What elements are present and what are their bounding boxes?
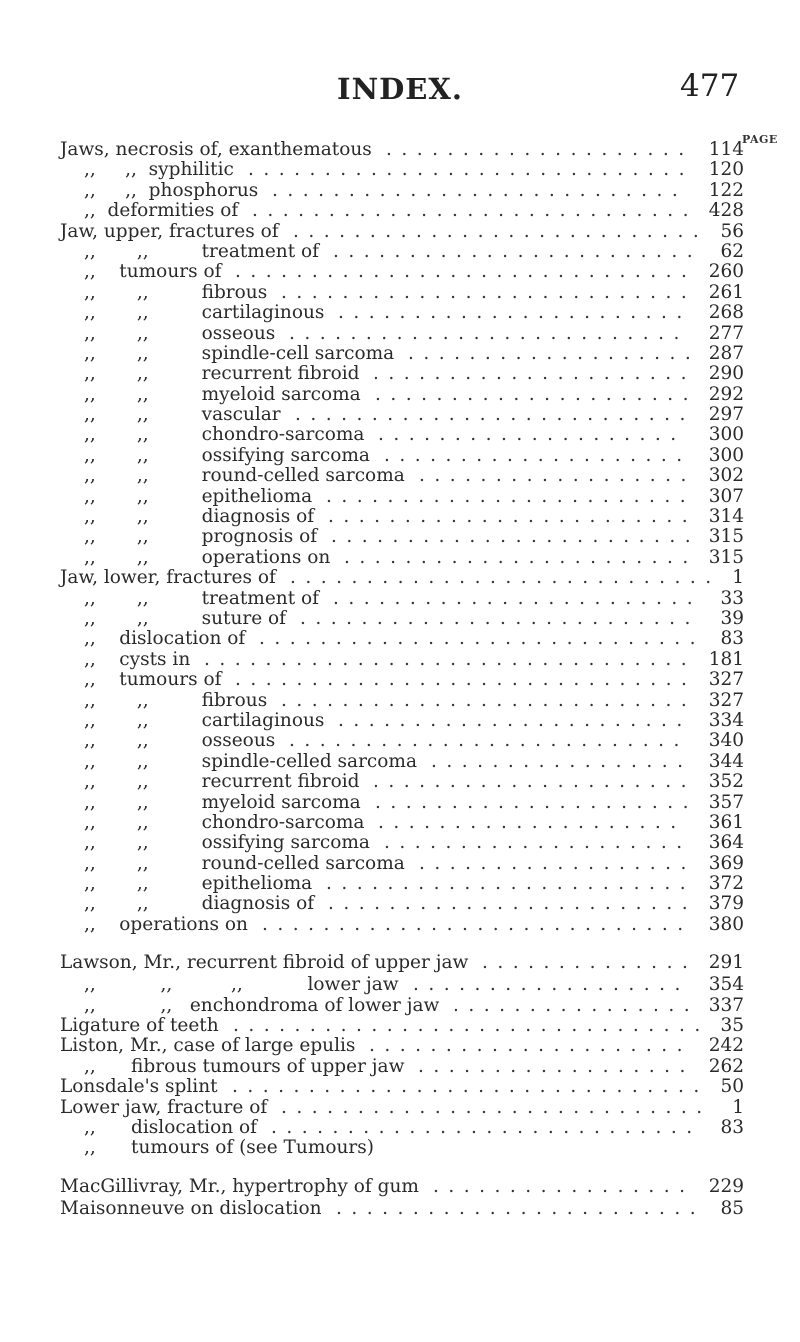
- index-entry: [0, 1118, 800, 1138]
- index-entry: [0, 894, 800, 914]
- entry-page-number: 334: [708, 709, 744, 731]
- entry-page-number: 83: [720, 628, 744, 650]
- index-entry: [0, 466, 800, 486]
- entry-page-number: 181: [708, 648, 744, 670]
- entry-page-number: 302: [708, 465, 744, 487]
- entry-text: ,, ,, osseous: [84, 322, 276, 344]
- dot-leader: ..........................: [289, 730, 689, 752]
- entry-page-number: 300: [708, 424, 744, 446]
- dot-leader: ..........................: [295, 404, 695, 426]
- entry-page-number: 268: [708, 302, 744, 324]
- index-entry: [0, 793, 800, 813]
- entry-text: Lonsdale's splint: [60, 1076, 218, 1098]
- entry-text: MacGillivray, Mr., hypertrophy of gum: [60, 1175, 419, 1197]
- index-entry: [0, 405, 800, 425]
- entry-text: Lawson, Mr., recurrent fibroid of upper jaw: [60, 952, 469, 974]
- index-entry: [0, 222, 800, 242]
- entry-page-number: 35: [720, 1015, 744, 1037]
- dot-leader: .....................: [373, 771, 696, 793]
- index-entry: [0, 425, 800, 445]
- dot-leader: ....................: [384, 444, 692, 466]
- index-entry: [0, 670, 800, 690]
- entry-text: ,, ,, diagnosis of: [84, 893, 315, 915]
- index-entry: [0, 731, 800, 751]
- dot-leader: ..............................: [235, 261, 697, 283]
- index-entry: [0, 568, 800, 588]
- index-entry: [0, 854, 800, 874]
- dot-leader: .......................: [338, 709, 692, 731]
- entry-text: Ligature of teeth: [60, 1015, 219, 1037]
- entry-text: ,, ,, round-celled sarcoma: [84, 465, 405, 487]
- entry-text: ,, ,, treatment of: [84, 240, 320, 262]
- entry-text: ,, ,, fibrous: [84, 281, 268, 303]
- index-entry: [0, 935, 800, 975]
- dot-leader: ................: [453, 994, 700, 1016]
- index-entry: [0, 1077, 800, 1097]
- index-entry: [0, 548, 800, 568]
- index-entry: [0, 772, 800, 792]
- dot-leader: .....................: [373, 363, 696, 385]
- dot-leader: ..............................: [235, 669, 697, 691]
- dot-leader: ..................: [418, 1055, 695, 1077]
- entry-page-number: 50: [720, 1076, 744, 1098]
- entry-page-number: 85: [720, 1197, 744, 1219]
- dot-leader: ...........................: [293, 220, 709, 242]
- entry-page-number: 372: [708, 873, 744, 895]
- dot-leader: ................................: [204, 648, 697, 670]
- entry-page-number: 242: [708, 1035, 744, 1057]
- entry-text: ,, ,, diagnosis of: [84, 506, 315, 528]
- entry-page-number: 364: [708, 832, 744, 854]
- dot-leader: ........................: [333, 587, 703, 609]
- dot-leader: ........................: [326, 485, 696, 507]
- index-entry: [0, 1098, 800, 1118]
- index-entry: [0, 385, 800, 405]
- index-entry: [0, 629, 800, 649]
- dot-leader: ........................: [333, 240, 703, 262]
- entry-text: ,, cysts in: [84, 648, 191, 670]
- entry-page-number: 56: [720, 220, 744, 242]
- entry-text: ,, operations on: [84, 913, 248, 935]
- entry-text: ,, ,, treatment of: [84, 587, 320, 609]
- index-entry: [0, 711, 800, 731]
- entry-text: ,, ,, epithelioma: [84, 485, 313, 507]
- entry-page-number: 292: [708, 383, 744, 405]
- index-entry: [0, 691, 800, 711]
- index-entry: [0, 527, 800, 547]
- entry-text: ,, ,, syphilitic: [84, 159, 234, 181]
- dot-leader: ..................: [413, 974, 690, 996]
- entry-text: ,, ,, ,, lower jaw: [84, 974, 399, 996]
- dot-leader: ..........................: [289, 322, 689, 344]
- dot-leader: ...........................: [281, 281, 697, 303]
- entry-text: ,, ,, fibrous: [84, 689, 268, 711]
- index-entry: [0, 507, 800, 527]
- entry-text: ,, ,, epithelioma: [84, 873, 313, 895]
- entry-page-number: 39: [720, 607, 744, 629]
- page-column-label: PAGE: [742, 133, 778, 146]
- dot-leader: .................: [431, 750, 693, 772]
- index-entry: [0, 996, 800, 1016]
- dot-leader: ........................: [326, 873, 696, 895]
- entry-page-number: 261: [708, 281, 744, 303]
- entry-page-number: 1: [732, 1096, 744, 1118]
- index-entry: [0, 242, 800, 262]
- dot-leader: .............................: [252, 200, 699, 222]
- dot-leader: .......................: [338, 302, 692, 324]
- index-entry: [0, 1138, 800, 1158]
- entry-page-number: 379: [708, 893, 744, 915]
- entry-text: ,, tumours of: [84, 669, 222, 691]
- entry-text: ,, ,, phosphorus: [84, 179, 259, 201]
- index-entry: [0, 303, 800, 323]
- dot-leader: ....................: [378, 424, 686, 446]
- entry-page-number: 314: [708, 506, 744, 528]
- entry-page-number: 352: [708, 771, 744, 793]
- entry-text: Jaws, necrosis of, exanthematous: [60, 139, 372, 160]
- entry-text: ,, ,, vascular: [84, 404, 281, 426]
- entry-text: ,, ,, recurrent fibroid: [84, 771, 360, 793]
- index-entry: [0, 446, 800, 466]
- entry-text: ,, ,, spindle-celled sarcoma: [84, 750, 417, 772]
- dot-leader: ..................: [419, 852, 696, 874]
- entry-page-number: 287: [708, 342, 744, 364]
- dot-leader: ........................: [336, 1197, 706, 1219]
- dot-leader: ..............: [482, 952, 698, 974]
- index-entry: [0, 1057, 800, 1077]
- dot-leader: ....................: [386, 139, 694, 160]
- dot-leader: ...........................: [281, 689, 697, 711]
- index-entry: [0, 609, 800, 629]
- entry-text: Liston, Mr., case of large epulis: [60, 1035, 356, 1057]
- page-title: INDEX.: [337, 72, 463, 106]
- entry-text: ,, ,, cartilaginous: [84, 302, 325, 324]
- entry-page-number: 122: [708, 179, 744, 201]
- index-entry: [0, 364, 800, 384]
- entry-text: ,, ,, round-celled sarcoma: [84, 852, 405, 874]
- entry-page-number: 290: [708, 363, 744, 385]
- entry-page-number: 120: [708, 159, 744, 181]
- index-entry: [0, 201, 800, 221]
- dot-leader: ............................: [262, 913, 693, 935]
- entry-page-number: 277: [708, 322, 744, 344]
- dot-leader: ........................: [331, 526, 701, 548]
- entry-page-number: 315: [708, 526, 744, 548]
- entry-page-number: 1: [732, 567, 744, 589]
- entry-text: ,, ,, prognosis of: [84, 526, 318, 548]
- dot-leader: .....................: [369, 1035, 692, 1057]
- index-entry: [0, 650, 800, 670]
- index-entry: [0, 1016, 800, 1036]
- entry-page-number: 262: [708, 1055, 744, 1077]
- index-entry: [0, 833, 800, 853]
- index-entry: [0, 344, 800, 364]
- entry-text: Maisonneuve on dislocation: [60, 1197, 322, 1219]
- entry-page-number: 380: [708, 913, 744, 935]
- index-entry: [0, 1036, 800, 1056]
- index-entry: [0, 324, 800, 344]
- index-entry: [0, 915, 800, 935]
- dot-leader: ...............................: [233, 1015, 710, 1037]
- entry-page-number: 428: [708, 200, 744, 222]
- entry-page-number: 315: [708, 546, 744, 568]
- index-entry: [0, 874, 800, 894]
- entry-text: ,, ,, spindle-cell sarcoma: [84, 342, 395, 364]
- entry-page-number: 369: [708, 852, 744, 874]
- entry-text: ,, ,, cartilaginous: [84, 709, 325, 731]
- index-entry: [0, 181, 800, 201]
- entry-page-number: 361: [708, 811, 744, 833]
- index-entries: [0, 140, 800, 1219]
- entry-page-number: 297: [708, 404, 744, 426]
- index-entry: [0, 487, 800, 507]
- dot-leader: .......................: [344, 546, 698, 568]
- dot-leader: ....................: [378, 811, 686, 833]
- entry-text: ,, ,, enchondroma of lower jaw: [84, 994, 440, 1016]
- entry-page-number: 260: [708, 261, 744, 283]
- entry-text: Jaw, lower, fractures of: [60, 567, 276, 589]
- entry-text: ,, ,, recurrent fibroid: [84, 363, 360, 385]
- entry-page-number: 114: [708, 139, 744, 160]
- entry-text: ,, ,, myeloid sarcoma: [84, 791, 361, 813]
- entry-text: ,, ,, chondro-sarcoma: [84, 811, 365, 833]
- entry-page-number: 327: [708, 669, 744, 691]
- entry-text: ,, deformities of: [84, 200, 239, 222]
- index-entry: [0, 283, 800, 303]
- dot-leader: ............................: [281, 1096, 712, 1118]
- dot-leader: ..........................: [300, 607, 700, 629]
- entry-page-number: 83: [720, 1116, 744, 1138]
- dot-leader: .....................: [375, 383, 698, 405]
- index-entry: [0, 262, 800, 282]
- dot-leader: ...............................: [232, 1076, 709, 1098]
- entry-page-number: 354: [708, 974, 744, 996]
- dot-leader: ............................: [290, 567, 721, 589]
- dot-leader: ........................: [328, 506, 698, 528]
- entry-text: ,, tumours of: [84, 261, 222, 283]
- entry-page-number: 327: [708, 689, 744, 711]
- entry-text: ,, ,, osseous: [84, 730, 276, 752]
- dot-leader: ...........................: [272, 179, 688, 201]
- entry-page-number: 357: [708, 791, 744, 813]
- index-entry: [0, 975, 800, 995]
- entry-page-number: 337: [708, 994, 744, 1016]
- entry-text: ,, dislocation of: [84, 628, 246, 650]
- dot-leader: ...................: [408, 342, 701, 364]
- index-entry: [0, 140, 800, 160]
- dot-leader: .............................: [248, 159, 695, 181]
- index-entry: [0, 813, 800, 833]
- entry-text: ,, ,, ossifying sarcoma: [84, 832, 370, 854]
- entry-text: ,, dislocation of: [84, 1116, 258, 1138]
- page-number: 477: [680, 68, 740, 104]
- entry-text: Lower jaw, fracture of: [60, 1096, 268, 1118]
- dot-leader: .....................: [375, 791, 698, 813]
- index-entry: [0, 1159, 800, 1199]
- dot-leader: ..................: [419, 465, 696, 487]
- dot-leader: ........................: [328, 893, 698, 915]
- entry-text: ,, tumours of (see Tumours): [84, 1137, 374, 1159]
- index-entry: [0, 160, 800, 180]
- entry-page-number: 229: [708, 1175, 744, 1197]
- entry-page-number: 307: [708, 485, 744, 507]
- entry-page-number: 291: [708, 952, 744, 974]
- entry-text: ,, ,, ossifying sarcoma: [84, 444, 370, 466]
- entry-page-number: 340: [708, 730, 744, 752]
- dot-leader: .............................: [259, 628, 706, 650]
- index-entry: [0, 589, 800, 609]
- entry-text: ,, ,, chondro-sarcoma: [84, 424, 365, 446]
- entry-page-number: 344: [708, 750, 744, 772]
- dot-leader: ....................: [384, 832, 692, 854]
- entry-page-number: 62: [720, 240, 744, 262]
- entry-page-number: 300: [708, 444, 744, 466]
- entry-text: ,, ,, suture of: [84, 607, 287, 629]
- entry-text: ,, fibrous tumours of upper jaw: [84, 1055, 405, 1077]
- entry-text: Jaw, upper, fractures of: [60, 220, 279, 242]
- entry-text: ,, ,, operations on: [84, 546, 331, 568]
- index-entry: [0, 1199, 800, 1219]
- dot-leader: .................: [433, 1175, 695, 1197]
- entry-text: ,, ,, myeloid sarcoma: [84, 383, 361, 405]
- dot-leader: ............................: [271, 1116, 702, 1138]
- index-entry: [0, 752, 800, 772]
- entry-page-number: 33: [720, 587, 744, 609]
